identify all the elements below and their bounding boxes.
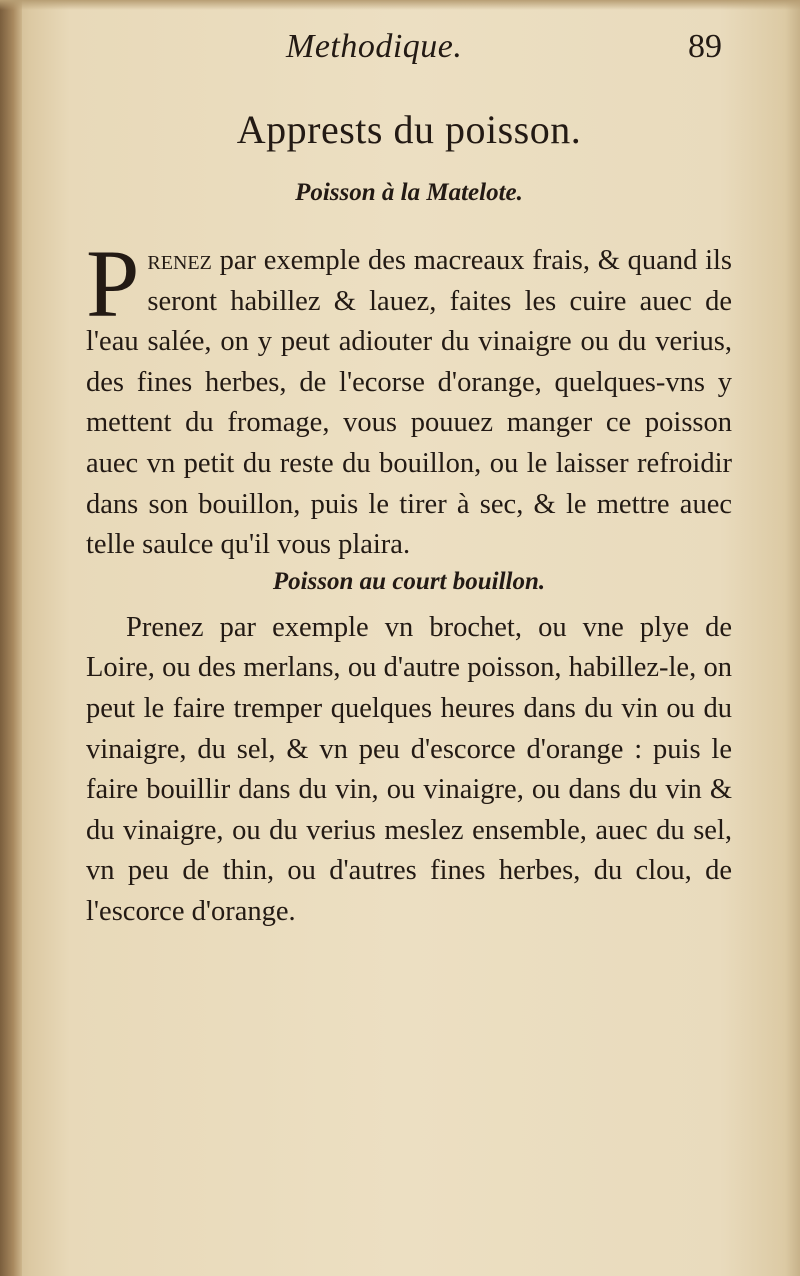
- drop-capital: P: [86, 230, 140, 337]
- recipe-text-matelote: [86, 230, 732, 566]
- recipe-text-court-bouillon: Prenez par exemple vn brochet, ou vne plye de Loire, ou des merlans, ou d'autre poisson, habillez-le, on peut le faire tremper quelques heures dans du vin ou du vinaigre, du sel, & vn peu d'escorce d'orange : puis le faire bouillir dans du vin, ou vinaigre, ou dans du vin & du vinaigre, ou du verius meslez ensemble, auec du sel, vn peu de thin, ou d'autres fines herbes, du clou, de l'escorce d'orange.: [86, 611, 732, 927]
- running-title: Methodique.: [286, 28, 463, 65]
- running-head: [86, 28, 732, 88]
- recipe-title-court-bouillon: Poisson au court bouillon.: [272, 567, 546, 595]
- page-number: 89: [688, 28, 722, 65]
- recipe-body-matelote: par exemple des macreaux frais, & quand ils seront habillez & lauez, faites les cuire auec de l'eau salée, on y peut adiouter du vinaigre ou du verius, des fines herbes, de l'ecorse d'orange, quelques-vns y mettent du fromage, vous pouuez manger ce poisson auec vn petit du reste du bouillon, ou le laisser refroidir dans son bouillon, puis le tirer à sec, & le mettre auec telle saulce qu'il vous plaira.: [86, 245, 732, 561]
- book-gutter: [0, 0, 22, 1276]
- section-title: Apprests du poisson.: [236, 107, 582, 152]
- recipe-title-matelote: Poisson à la Matelote.: [295, 179, 523, 206]
- page-top-edge: [0, 0, 800, 10]
- text-block: [86, 28, 732, 933]
- first-word-smallcaps: renez: [147, 245, 212, 276]
